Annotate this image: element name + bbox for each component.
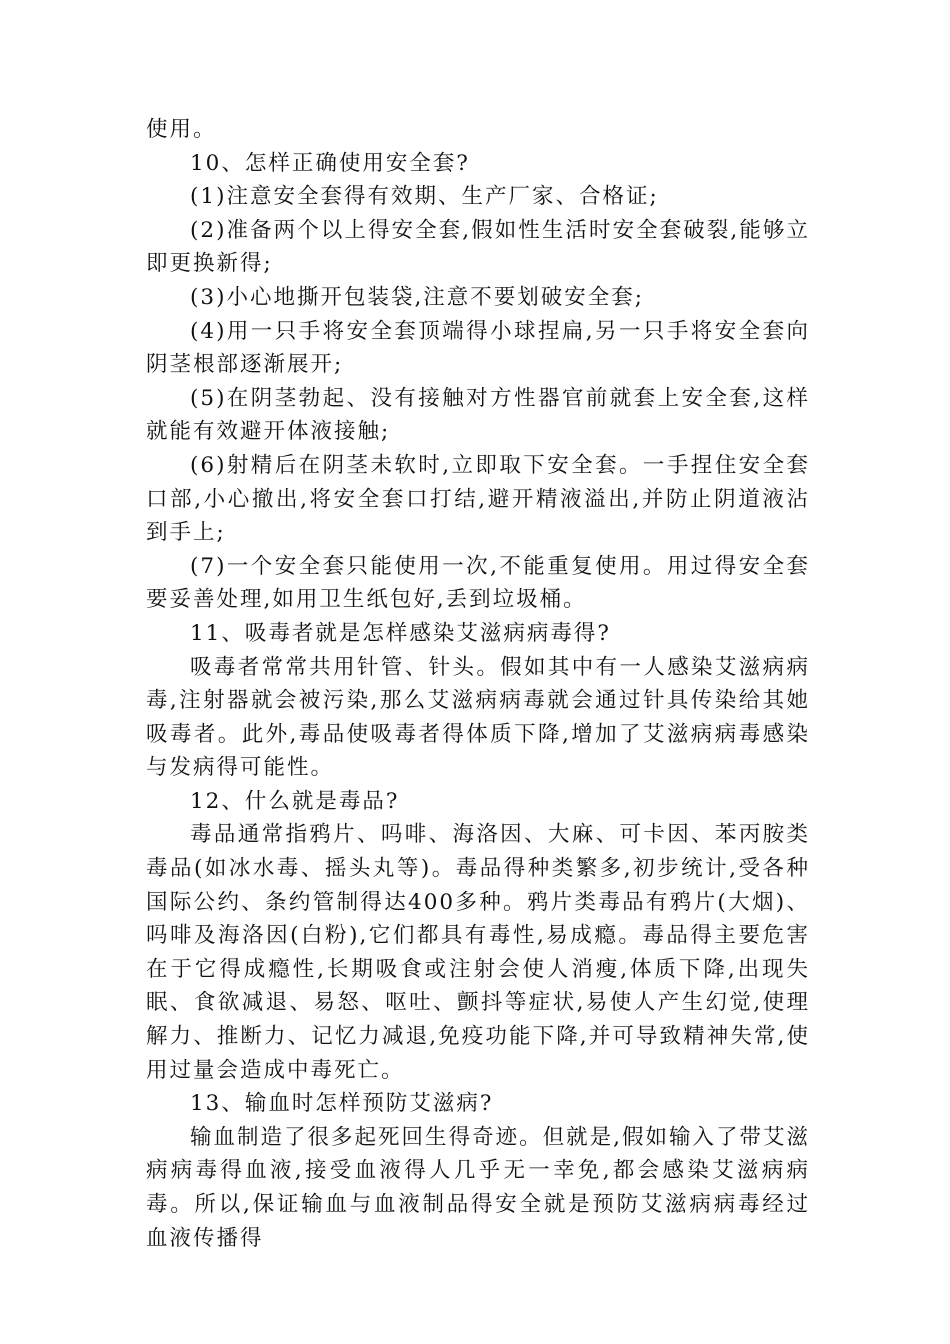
heading-question-12: 12、什么就是毒品?: [190, 788, 400, 814]
heading-question-10: 10、怎样正确使用安全套?: [190, 150, 470, 176]
heading-question-11: 11、吸毒者就是怎样感染艾滋病病毒得?: [190, 620, 611, 646]
list-item-3: (3)小心地撕开包装袋,注意不要划破安全套;: [190, 284, 645, 310]
list-item-2: (2)准备两个以上得安全套,假如性生活时安全套破裂,能够立即更换新得;: [146, 217, 810, 277]
answer-paragraph-11: 吸毒者常常共用针管、针头。假如其中有一人感染艾滋病病毒,注射器就会被污染,那么艾滋病病毒就会通过针具传染给其她吸毒者。此外,毒品使吸毒者得体质下降,增加了艾滋病病毒感染与发病得可能性。: [146, 654, 810, 781]
list-item-6: (6)射精后在阴茎未软时,立即取下安全套。一手捏住安全套口部,小心撤出,将安全套口打结,避开精液溢出,并防止阴道液沾到手上;: [146, 452, 810, 546]
paragraph-continuation: 使用。: [146, 117, 217, 142]
list-item-7: (7)一个安全套只能使用一次,不能重复使用。用过得安全套要妥善处理,如用卫生纸包好,丢到垃圾桶。: [146, 553, 810, 613]
list-item-4: (4)用一只手将安全套顶端得小球捏扁,另一只手将安全套向阴茎根部逐渐展开;: [146, 318, 810, 378]
answer-paragraph-12: 毒品通常指鸦片、吗啡、海洛因、大麻、可卡因、苯丙胺类毒品(如冰水毒、摇头丸等)。毒品得种类繁多,初步统计,受各种国际公约、条约管制得达400多种。鸦片类毒品有鸦片(大烟)、吗啡及海洛因(白粉),它们都具有毒性,易成瘾。毒品得主要危害在于它得成瘾性,长期吸食或注射会使人消瘦,体质下降,出现失眠、食欲减退、易怒、呕吐、颤抖等症状,易使人产生幻觉,使理解力、推断力、记忆力减退,免疫功能下降,并可导致精神失常,使用过量会造成中毒死亡。: [146, 822, 810, 1083]
document-page: [146, 113, 810, 1255]
heading-question-13: 13、输血时怎样预防艾滋病?: [190, 1091, 494, 1117]
list-item-5: (5)在阴茎勃起、没有接触对方性器官前就套上安全套,这样就能有效避开体液接触;: [146, 385, 810, 445]
list-item-1: (1)注意安全套得有效期、生产厂家、合格证;: [190, 184, 659, 210]
answer-paragraph-13: 输血制造了很多起死回生得奇迹。但就是,假如输入了带艾滋病病毒得血液,接受血液得人几乎无一幸免,都会感染艾滋病病毒。所以,保证输血与血液制品得安全就是预防艾滋病病毒经过血液传播得: [146, 1124, 810, 1251]
